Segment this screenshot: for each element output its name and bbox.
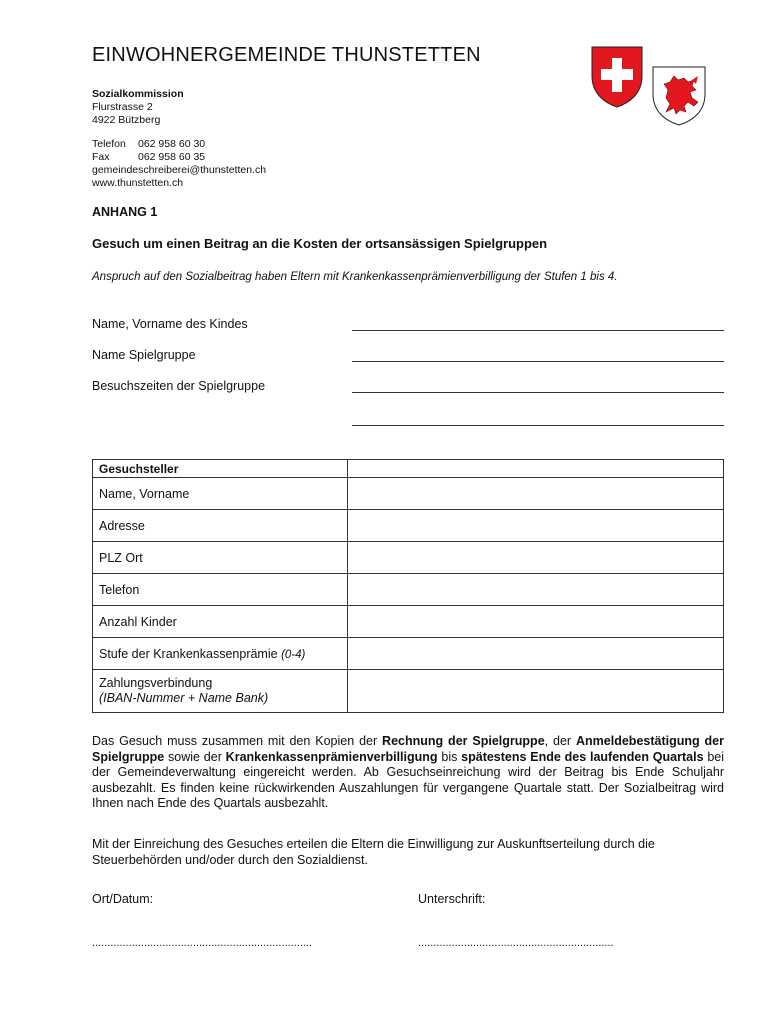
applicant-phone-field[interactable]	[348, 574, 724, 606]
playgroup-name-input-line[interactable]	[352, 361, 724, 362]
signature-label: Unterschrift:	[418, 892, 486, 906]
para1-text-1: Das Gesuch muss zusammen mit den Kopien der	[92, 734, 383, 748]
fax-label: Fax	[92, 151, 110, 163]
children-count-field[interactable]	[348, 606, 724, 638]
lion-crest-icon	[652, 66, 706, 126]
phone-number: 062 958 60 30	[138, 138, 206, 150]
applicant-name-field[interactable]	[348, 478, 724, 510]
para1-bold-deadline: spätestens Ende des laufenden Quartals	[461, 749, 704, 764]
visiting-times-input-line[interactable]	[352, 392, 724, 393]
applicant-zip-city-label: PLZ Ort	[93, 542, 348, 574]
phone-label: Telefon	[92, 138, 126, 150]
visiting-times-label: Besuchszeiten der Spielgruppe	[92, 379, 266, 393]
applicant-header-value	[348, 460, 724, 478]
para1-text-4: bis	[437, 749, 462, 764]
swiss-cross-crest-icon	[591, 46, 643, 108]
payment-field[interactable]	[348, 670, 724, 713]
applicant-phone-label: Telefon	[93, 574, 348, 606]
email-address: gemeindeschreiberei@thunstetten.ch	[92, 164, 267, 176]
office-city: 4922 Bützberg	[92, 114, 161, 126]
table-row	[93, 670, 724, 713]
applicant-name-label: Name, Vorname	[93, 478, 348, 510]
phone-line	[92, 138, 266, 151]
premium-level-label	[93, 638, 348, 670]
playgroup-name-label: Name Spielgruppe	[92, 348, 196, 362]
applicant-table	[92, 459, 724, 713]
contact-block	[92, 138, 266, 190]
payment-label	[93, 670, 348, 713]
para1-text-5: bei der Gemeindeverwaltung eingereicht werden. Ab Gesuchseinreichung wird der Beitrag bis Ende Schuljahr ausbezahlt. Es finden keine rückwirkenden Auszahlungen für vergangene Quartale statt. Der Sozialbeitrag wird Ihnen nach Ende des Quartals ausbezahlt.	[92, 749, 724, 810]
para1-bold-invoice: Rechnung der Spielgruppe	[382, 734, 545, 748]
fax-line	[92, 151, 266, 164]
website: www.thunstetten.ch	[92, 177, 184, 189]
visiting-times-input-line-2[interactable]	[352, 425, 724, 426]
payment-label-hint: (IBAN-Nummer + Name Bank)	[99, 691, 269, 705]
office-name: Sozialkommission	[92, 88, 184, 100]
applicant-address-label: Adresse	[93, 510, 348, 542]
payment-label-text: Zahlungsverbindung	[99, 676, 213, 690]
fax-number: 062 958 60 35	[138, 151, 206, 163]
para1-text-2: , der	[544, 734, 577, 748]
child-name-label: Name, Vorname des Kindes	[92, 317, 248, 331]
applicant-zip-city-field[interactable]	[348, 542, 724, 574]
submission-paragraph	[92, 734, 724, 812]
office-street: Flurstrasse 2	[92, 101, 153, 113]
para1-bold-premium: Krankenkassenprämienverbilligung	[225, 749, 438, 764]
signature-line[interactable]: ................................................................	[418, 937, 614, 949]
premium-level-text: Stufe der Krankenkassenprämie	[99, 646, 278, 661]
applicant-address-field[interactable]	[348, 510, 724, 542]
place-date-label: Ort/Datum:	[92, 892, 154, 906]
child-name-input-line[interactable]	[352, 330, 724, 331]
applicant-header-row	[93, 460, 724, 478]
premium-level-hint: (0-4)	[281, 648, 306, 661]
table-row	[93, 638, 724, 670]
eligibility-note: Anspruch auf den Sozialbeitrag haben Eltern mit Krankenkassenprämienverbilligung der Stufen 1 bis 4.	[92, 271, 618, 283]
consent-paragraph: Mit der Einreichung des Gesuches erteilen die Eltern die Einwilligung zur Auskunftserteilung durch die Steuerbehörden und/oder durch den Sozialdienst.	[92, 837, 655, 867]
para1-text-3: sowie der	[164, 749, 226, 764]
table-row	[93, 510, 724, 542]
table-row	[93, 542, 724, 574]
children-count-label: Anzahl Kinder	[93, 606, 348, 638]
premium-level-field[interactable]	[348, 638, 724, 670]
table-row	[93, 478, 724, 510]
para1-bold-registration: Anmeldebestätigung der Spielgruppe	[92, 734, 724, 764]
table-row	[93, 606, 724, 638]
applicant-header: Gesuchsteller	[93, 460, 348, 478]
municipality-title: EINWOHNERGEMEINDE THUNSTETTEN	[92, 44, 481, 66]
table-row	[93, 574, 724, 606]
office-address	[92, 88, 184, 127]
appendix-label: ANHANG 1	[92, 205, 158, 219]
place-date-line[interactable]: ........................................................................	[92, 937, 313, 949]
document-heading: Gesuch um einen Beitrag an die Kosten der ortsansässigen Spielgruppen	[92, 236, 548, 251]
